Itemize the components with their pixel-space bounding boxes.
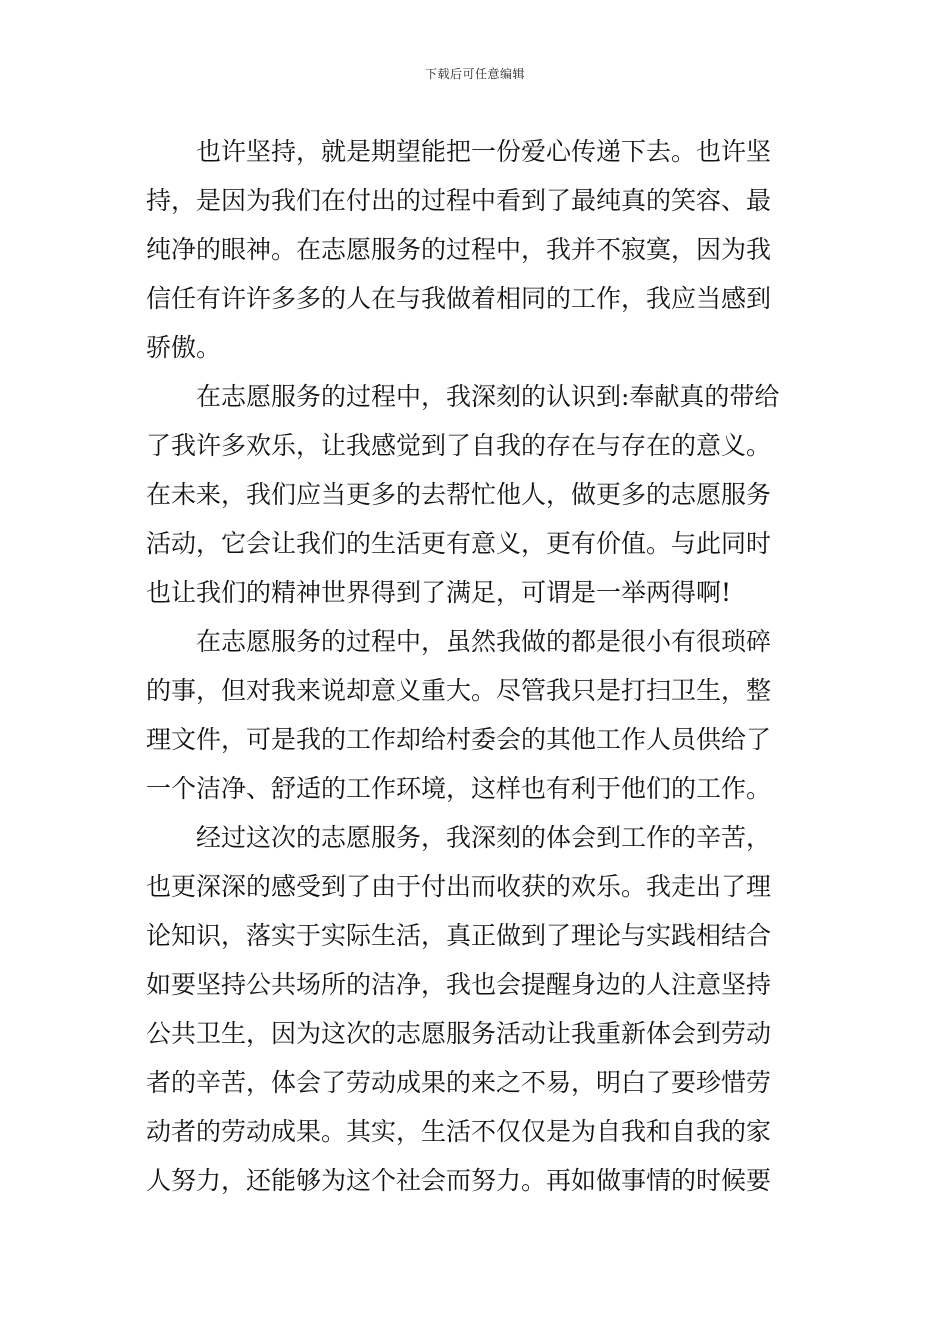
text-line: 了我许多欢乐，让我感觉到了自我的存在与存在的意义。 [146,431,772,460]
text-line: 也许坚持，就是期望能把一份爱心传递下去。也许坚 [146,137,772,166]
text-line: 的事，但对我来说却意义重大。尽管我只是打扫卫生，整 [146,676,772,705]
text-line: 公共卫生，因为这次的志愿服务活动让我重新体会到劳动 [146,1019,772,1048]
text-line: 信任有许许多多的人在与我做着相同的工作，我应当感到 [146,284,772,313]
text-line: 纯净的眼神。在志愿服务的过程中，我并不寂寞，因为我 [146,235,772,264]
document-body [146,127,810,1205]
text-line: 如要坚持公共场所的洁净，我也会提醒身边的人注意坚持 [146,970,772,999]
text-line: 也更深深的感受到了由于付出而收获的欢乐。我走出了理 [146,872,772,901]
text-line: 骄傲。 [146,333,222,362]
text-line: 论知识，落实于实际生活，真正做到了理论与实践相结合 [146,921,772,950]
text-line: 在志愿服务的过程中，虽然我做的都是很小有很琐碎 [146,627,772,656]
text-line: 经过这次的志愿服务，我深刻的体会到工作的辛苦， [146,823,772,852]
text-line: 动者的劳动成果。其实，生活不仅仅是为自我和自我的家 [146,1117,772,1146]
text-line: 持，是因为我们在付出的过程中看到了最纯真的笑容、最 [146,186,772,215]
text-line: 理文件，可是我的工作却给村委会的其他工作人员供给了 [146,725,772,754]
text-line: 在志愿服务的过程中，我深刻的认识到:奉献真的带给 [146,382,780,411]
text-line: 在未来，我们应当更多的去帮忙他人，做更多的志愿服务 [146,480,772,509]
text-line: 者的辛苦，体会了劳动成果的来之不易，明白了要珍惜劳 [146,1068,772,1097]
text-line: 一个洁净、舒适的工作环境，这样也有利于他们的工作。 [146,774,772,803]
text-line: 活动，它会让我们的生活更有意义，更有价值。与此同时 [146,529,772,558]
page-header: 下载后可任意编辑 [424,67,525,81]
text-line: 人努力，还能够为这个社会而努力。再如做事情的时候要 [146,1166,772,1195]
text-line: 也让我们的精神世界得到了满足，可谓是一举两得啊! [146,578,732,607]
